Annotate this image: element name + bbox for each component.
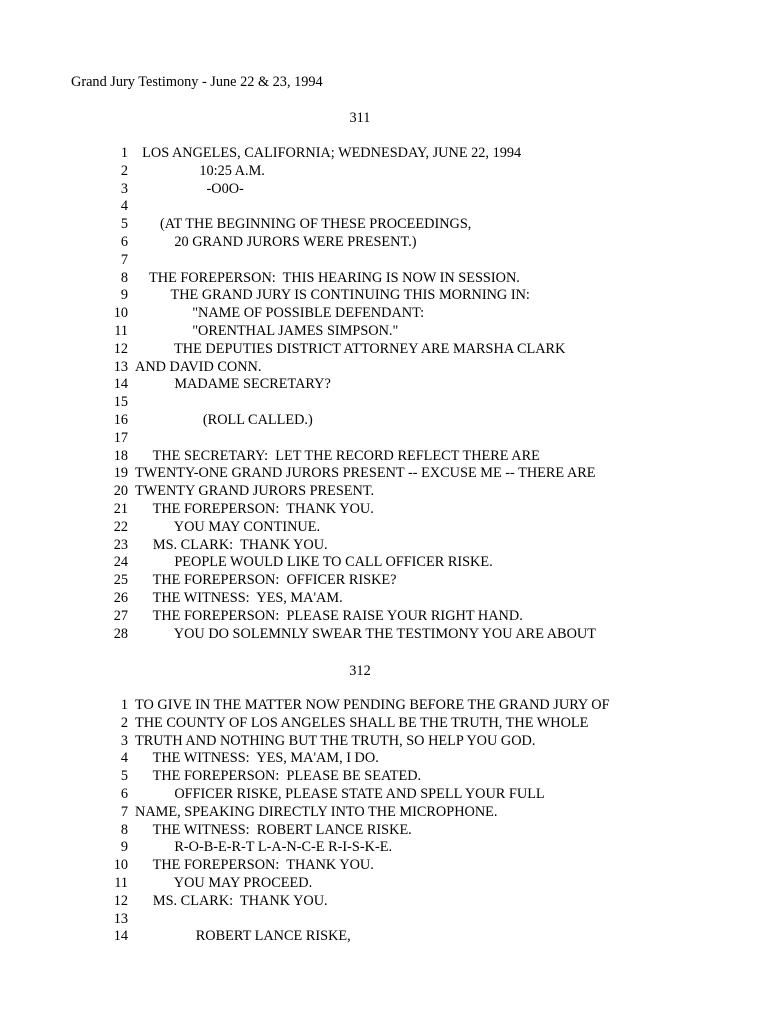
line-number: 15 (113, 394, 128, 411)
transcript-line (0, 733, 768, 751)
line-number: 28 (113, 625, 128, 642)
line-number: 3 (120, 180, 128, 197)
transcript-line (0, 341, 768, 359)
line-text: THE SECRETARY: LET THE RECORD REFLECT THERE ARE (135, 447, 540, 464)
line-text: THE FOREPERSON: OFFICER RISKE? (135, 572, 397, 589)
line-number: 13 (113, 358, 128, 375)
transcript-line (0, 394, 768, 412)
line-text: "NAME OF POSSIBLE DEFENDANT: (135, 305, 425, 322)
transcript-line (0, 839, 768, 857)
line-text (128, 198, 135, 216)
line-number: 14 (113, 928, 128, 945)
line-text: PEOPLE WOULD LIKE TO CALL OFFICER RISKE. (135, 554, 493, 571)
transcript-line (0, 554, 768, 572)
line-text: R-O-B-E-R-T L-A-N-C-E R-I-S-K-E. (135, 839, 393, 856)
line-text: (AT THE BEGINNING OF THESE PROCEEDINGS, (135, 216, 472, 233)
line-number: 24 (113, 554, 128, 571)
line-text: THE FOREPERSON: PLEASE BE SEATED. (135, 768, 422, 785)
transcript-line (0, 359, 768, 377)
line-number: 12 (113, 340, 128, 357)
line-text: THE WITNESS: YES, MA'AM. (135, 589, 343, 606)
transcript-line (0, 590, 768, 608)
line-text: THE FOREPERSON: PLEASE RAISE YOUR RIGHT HAND. (135, 607, 523, 624)
line-text: YOU MAY PROCEED. (135, 874, 313, 891)
line-text: (ROLL CALLED.) (135, 411, 313, 428)
line-text (128, 430, 135, 448)
transcript-line (0, 270, 768, 288)
transcript-line (0, 181, 768, 199)
line-number: 6 (120, 785, 128, 802)
line-number: 21 (113, 500, 128, 517)
transcript-line (0, 519, 768, 537)
line-number: 11 (114, 322, 128, 339)
line-number: 19 (113, 465, 128, 482)
line-text: OFFICER RISKE, PLEASE STATE AND SPELL YOUR FULL (135, 785, 545, 802)
line-number: 2 (120, 714, 128, 731)
line-text: TO GIVE IN THE MATTER NOW PENDING BEFORE THE GRAND JURY OF (135, 697, 610, 713)
line-number: 23 (113, 536, 128, 553)
line-number: 5 (120, 216, 128, 233)
line-number: 10 (113, 857, 128, 874)
transcript-line (0, 234, 768, 252)
transcript-line (0, 893, 768, 911)
transcript-page-312 (0, 697, 768, 946)
transcript-line (0, 448, 768, 466)
line-text: TWENTY-ONE GRAND JURORS PRESENT -- EXCUSE ME -- THERE ARE (135, 465, 596, 482)
transcript-line (0, 537, 768, 555)
transcript-line (0, 163, 768, 181)
line-number: 14 (113, 376, 128, 393)
line-text: YOU MAY CONTINUE. (135, 518, 321, 535)
transcript-line (0, 430, 768, 448)
transcript-line (0, 145, 768, 163)
transcript-line (0, 412, 768, 430)
line-number: 9 (120, 839, 128, 856)
line-number: 25 (113, 572, 128, 589)
line-number: 5 (120, 768, 128, 785)
transcript-line (0, 608, 768, 626)
line-number: 1 (120, 145, 128, 161)
transcript-line (0, 376, 768, 394)
line-number: 8 (120, 821, 128, 838)
transcript-line (0, 911, 768, 929)
document-header-title: Grand Jury Testimony - June 22 & 23, 1994 (71, 74, 323, 90)
line-number: 4 (120, 198, 128, 215)
transcript-line (0, 465, 768, 483)
transcript-line (0, 572, 768, 590)
line-text: ROBERT LANCE RISKE, (135, 928, 351, 945)
line-number: 16 (113, 411, 128, 428)
line-number: 7 (120, 251, 128, 268)
transcript-line (0, 252, 768, 270)
line-number: 17 (113, 429, 128, 446)
line-text (128, 252, 135, 270)
line-text: 10:25 A.M. (135, 162, 265, 179)
transcript-line (0, 501, 768, 519)
line-text: YOU DO SOLEMNLY SWEAR THE TESTIMONY YOU ARE ABOUT (135, 625, 596, 642)
transcript-line (0, 323, 768, 341)
line-number: 20 (113, 483, 128, 500)
line-text: TRUTH AND NOTHING BUT THE TRUTH, SO HELP YOU GOD. (135, 732, 536, 749)
line-number: 10 (113, 305, 128, 322)
line-text: "ORENTHAL JAMES SIMPSON." (135, 322, 399, 339)
line-text: TWENTY GRAND JURORS PRESENT. (135, 483, 375, 500)
transcript-line (0, 305, 768, 323)
line-text: THE FOREPERSON: THANK YOU. (135, 857, 374, 874)
line-number: 2 (120, 162, 128, 179)
line-text (128, 911, 135, 929)
line-text: MADAME SECRETARY? (135, 376, 331, 393)
page-number: 312 (349, 663, 371, 679)
line-number: 1 (120, 697, 128, 713)
line-number: 27 (113, 607, 128, 624)
line-text: MS. CLARK: THANK YOU. (135, 536, 328, 553)
transcript-line (0, 750, 768, 768)
page-number: 311 (349, 110, 371, 126)
transcript-line (0, 287, 768, 305)
transcript-line (0, 928, 768, 946)
line-text: THE GRAND JURY IS CONTINUING THIS MORNING IN: (135, 287, 530, 304)
line-number: 3 (120, 732, 128, 749)
line-number: 4 (120, 750, 128, 767)
transcript-page-311 (0, 145, 768, 643)
line-number: 6 (120, 233, 128, 250)
line-number: 11 (114, 874, 128, 891)
transcript-line (0, 768, 768, 786)
transcript-line (0, 216, 768, 234)
transcript-line (0, 786, 768, 804)
line-text: THE FOREPERSON: THANK YOU. (135, 500, 374, 517)
line-text (128, 394, 135, 412)
line-number: 13 (113, 910, 128, 927)
line-text: MS. CLARK: THANK YOU. (135, 892, 328, 909)
line-text: -O0O- (135, 180, 244, 197)
line-number: 8 (120, 269, 128, 286)
line-text: LOS ANGELES, CALIFORNIA; WEDNESDAY, JUNE 22, 1994 (135, 145, 522, 161)
transcript-line (0, 857, 768, 875)
line-number: 12 (113, 892, 128, 909)
transcript-line (0, 875, 768, 893)
transcript-line (0, 804, 768, 822)
line-text: NAME, SPEAKING DIRECTLY INTO THE MICROPHONE. (135, 803, 498, 820)
transcript-line (0, 198, 768, 216)
line-text: THE WITNESS: YES, MA'AM, I DO. (135, 750, 379, 767)
line-text: AND DAVID CONN. (135, 358, 262, 375)
transcript-line (0, 715, 768, 733)
transcript-line (0, 626, 768, 644)
line-text: THE COUNTY OF LOS ANGELES SHALL BE THE TRUTH, THE WHOLE (135, 714, 589, 731)
line-text: THE WITNESS: ROBERT LANCE RISKE. (135, 821, 412, 838)
line-number: 22 (113, 518, 128, 535)
line-text: THE DEPUTIES DISTRICT ATTORNEY ARE MARSHA CLARK (135, 340, 566, 357)
line-number: 26 (113, 589, 128, 606)
line-number: 18 (113, 447, 128, 464)
line-number: 7 (120, 803, 128, 820)
line-text: 20 GRAND JURORS WERE PRESENT.) (135, 233, 417, 250)
transcript-line (0, 822, 768, 840)
transcript-line (0, 697, 768, 715)
line-text: THE FOREPERSON: THIS HEARING IS NOW IN SESSION. (135, 269, 520, 286)
transcript-line (0, 483, 768, 501)
line-number: 9 (120, 287, 128, 304)
